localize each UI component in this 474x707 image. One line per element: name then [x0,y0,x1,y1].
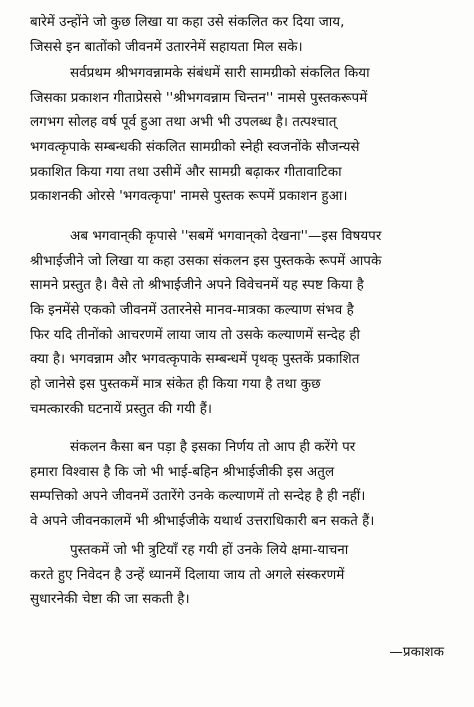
text-line: सर्वप्रथम श्रीभगवन्नामके संबंधमें सारी सामग्रीको संकलित किया [70,65,370,81]
text-line: फिर यदि तीनोंको आचरणमें लाया जाय तो उसके कल्याणमें सन्देह ही [30,326,361,343]
paragraph-1 [30,10,452,59]
text-line: भगवत्कृपाके सम्बन्धकी संकलित सामग्रीको स्नेही स्वजनोंके सौजन्यसे [30,139,360,156]
text-line: बारेमें उन्होंने जो कुछ लिखा या कहा उसे संकलित कर दिया जाय, [30,14,345,30]
text-line: सुधारनेकी चेष्टा की जा सकती है। [30,591,190,608]
text-line: वे अपने जीवनकालमें भी श्रीभाईजीके यथार्थ उत्तराधिकारी बन सकते हैं। [30,513,375,530]
text-line: लगभग सोलह वर्ष पूर्व हुआ तथा अभी भी उपलब्ध है। तत्पश्चात् [30,114,337,131]
text-line: कि इनमेंसे एकको जीवनमें उतारनेसे मानव-मात्रका कल्याण संभव है [30,302,354,319]
text-line: जिससे इन बातोंको जीवनमें उतारनेमें सहायता मिल सके। [30,38,303,55]
text-line: प्रकाशनकी ओरसे 'भगवत्कृपा' नामसे पुस्तक रूपमें प्रकाशन हुआ। [30,188,348,205]
paragraph-3 [30,224,452,422]
text-line: अब भगवान्‌की कृपासे ''सबमें भगवान्‌को देखना''—इस विषयपर [70,228,382,244]
text-line: संकलन कैसा बन पड़ा है इसका निर्णय तो आप ही करेंगे पर [70,439,356,455]
paragraph-4 [30,435,452,534]
text-line: सामने प्रस्तुत है। वैसे तो श्रीभाईजीने अपने विवेचनमें यह स्पष्ट किया है [30,277,364,294]
text-line: पुस्तकमें जो भी त्रुटियाँ रह गयी हों उनके लिये क्षमा-याचना [70,542,349,558]
paragraph-2 [30,61,452,209]
text-line: करते हुए निवेदन है उन्हें ध्यानमें दिलाया जाय तो अगले संस्करणमें [30,566,345,583]
publisher-signature: —प्रकाशक [389,644,444,660]
text-line: श्रीभाईजीने जो लिखा या कहा उसका संकलन इस पुस्तकके रूपमें आपके [30,252,382,269]
text-line: सम्पत्तिको अपने जीवनमें उतारेंगे उनके कल्याणमें तो सन्देह है ही नहीं। [30,488,366,505]
text-line: प्रकाशित किया गया तथा उसीमें और सामग्री बढ़ाकर गीतावाटिका [30,163,342,180]
text-line: हो जानेसे इस पुस्तकमें मात्र संकेत ही किया गया है तथा कुछ [30,376,321,393]
text-line: चमत्कारकी घटनायें प्रस्तुत की गयी हैं। [30,400,212,417]
paragraph-5 [30,538,452,612]
text-line: हमारा विश्वास है कि जो भी भाई-बहिन श्रीभाईजीकी इस अतुल [30,463,335,480]
text-line: क्या है। भगवन्नाम और भगवत्कृपाके सम्बन्धमें पृथक् पुस्तकें प्रकाशित [30,351,360,368]
text-line: जिसका प्रकाशन गीताप्रेससे ''श्रीभगवन्नाम चिन्तन'' नामसे पुस्तकरूपमें [30,89,368,106]
